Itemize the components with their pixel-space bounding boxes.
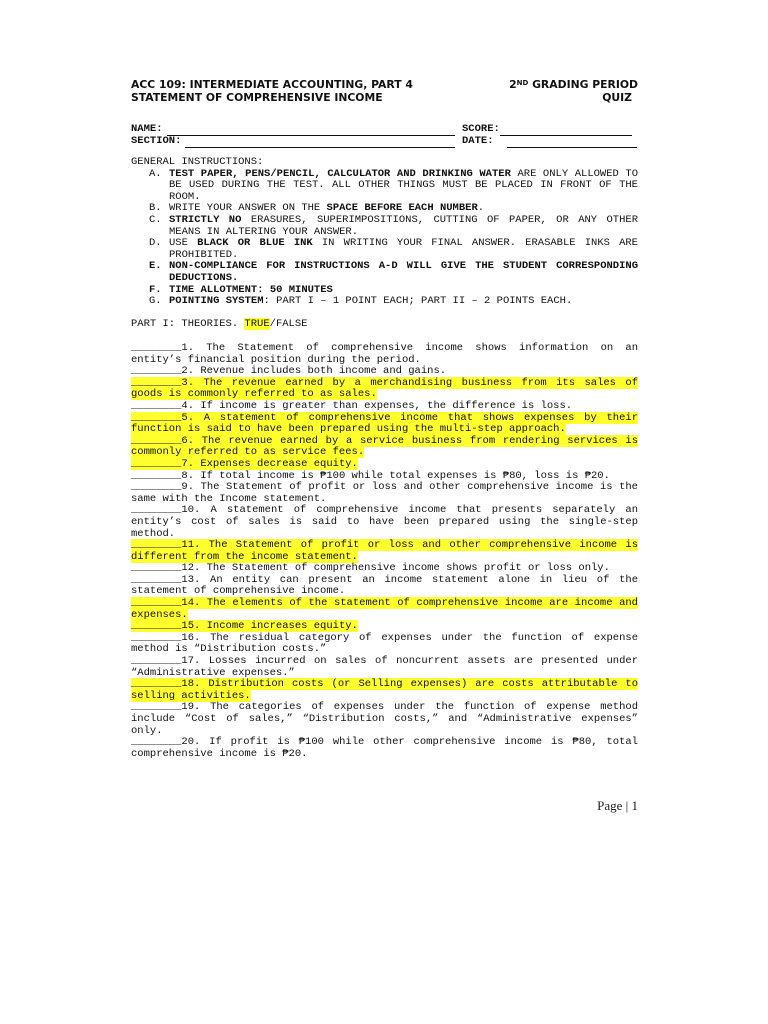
page-number: Page | 1 [597,798,638,813]
answer-blank[interactable]: ________ [131,376,182,389]
question-item [131,436,638,459]
question-item [131,633,638,656]
answer-blank[interactable]: ________ [131,701,182,714]
question-text [131,365,446,377]
question-item [131,598,638,621]
instruction-c: C. STRICTLY NO ERASURES, SUPERIMPOSITIONS, CUTTING OF PAPER, OR ANY OTHER MEANS IN ALTERING YOUR ANSWER. [149,213,639,238]
answer-blank[interactable]: ________ [131,365,182,378]
question-statement: 18. Distribution costs (or Selling expenses) are costs attributable to selling activities. [131,678,638,702]
question-text [131,655,638,679]
instruction-a: A. TEST PAPER, PENS/PENCIL, CALCULATOR AND DRINKING WATER ARE ONLY ALLOWED TO BE USED DURING THE TEST. ALL OTHER THINGS MUST BE PLACED IN FRONT OF THE ROOM. [149,167,638,203]
question-text [131,377,638,401]
question-text [131,701,638,736]
answer-blank[interactable]: ________ [131,655,182,668]
question-statement: 16. The residual category of expenses under the function of expense method is “Distribution costs.” [131,631,638,656]
answer-blank[interactable]: ________ [131,481,182,494]
student-info-fields [131,124,638,148]
answer-blank[interactable]: ________ [131,411,182,424]
instruction-e: E. NON-COMPLIANCE FOR INSTRUCTIONS A-D WILL GIVE THE STUDENT CORRESPONDING DEDUCTIONS. [149,260,638,284]
part1-heading: PART I: THEORIES. TRUE/FALSE [131,318,308,330]
question-statement: 19. The categories of expenses under the function of expense method include “Cost of sales,” “Distribution costs,” and “Administrative expenses” only. [131,701,638,737]
answer-blank[interactable]: ________ [131,620,182,633]
question-text [131,632,638,656]
question-text [131,412,638,436]
question-text [131,620,358,632]
question-item [131,413,638,436]
answer-blank[interactable]: ________ [131,434,182,447]
instruction-d: D. USE BLACK OR BLUE INK IN WRITING YOUR FINAL ANSWER. ERASABLE INKS ARE PROHIBITED. [149,237,638,261]
instructions-title: GENERAL INSTRUCTIONS: [131,156,264,168]
question-item [131,679,638,702]
question-item [131,505,638,540]
question-text [131,504,638,539]
question-statement: 5. A statement of comprehensive income that shows expenses by their function is said to have been prepared using the multi-step approach. [131,411,638,436]
answer-blank[interactable]: ________ [131,562,182,575]
name-label: NAME: [131,123,163,136]
answer-blank[interactable]: ________ [131,504,182,517]
question-text [131,539,638,563]
section-field[interactable] [185,137,455,148]
question-statement: 15. Income increases equity. [181,620,358,633]
section-label: SECTION: [131,135,182,148]
question-statement: 12. The Statement of comprehensive income shows profit or loss only. [181,562,610,575]
true-highlight: TRUE [244,318,270,330]
question-text [131,597,638,621]
question-statement: 14. The elements of the statement of comprehensive income are income and expenses. [131,597,638,621]
answer-blank[interactable]: ________ [131,678,182,691]
question-text [131,678,638,702]
answer-blank[interactable]: ________ [131,597,182,610]
question-item [131,540,638,563]
subject-title: STATEMENT OF COMPREHENSIVE INCOME [131,91,383,104]
question-text [131,562,610,574]
question-list [131,343,638,760]
answer-blank[interactable]: ________ [131,631,182,644]
general-instructions [131,157,638,308]
question-statement: 6. The revenue earned by a service business from rendering services is commonly referred to as service fees. [131,434,638,459]
grading-period: 2ND GRADING PERIOD [509,78,638,91]
date-label: DATE: [462,135,494,148]
question-text [131,470,610,482]
question-text [131,435,638,459]
question-statement: 11. The Statement of profit or loss and other comprehensive income is different from the income statement. [131,539,638,563]
instruction-g: G. POINTING SYSTEM: PART I – 1 POINT EACH; PART II – 2 POINTS EACH. [149,295,573,308]
name-field[interactable] [167,125,455,136]
answer-blank[interactable]: ________ [131,573,182,586]
answer-blank[interactable]: ________ [131,399,182,412]
question-text [131,481,638,505]
question-statement: 4. If income is greater than expenses, the difference is loss. [181,399,573,412]
question-statement: 8. If total income is ₱100 while total expenses is ₱80, loss is ₱20. [181,469,610,482]
question-statement: 10. A statement of comprehensive income that presents separately an entity’s cost of sales is said to have been prepared using the single-step method. [131,504,638,540]
answer-blank[interactable]: ________ [131,539,182,552]
answer-blank[interactable]: ________ [131,736,182,749]
question-item [131,343,638,366]
answer-blank[interactable]: ________ [131,457,182,470]
quiz-label: QUIZ [602,91,632,104]
question-item [131,482,638,505]
instruction-b: B. WRITE YOUR ANSWER ON THE SPACE BEFORE EACH NUMBER. [149,202,485,215]
document-header [131,78,638,104]
question-item [131,737,638,760]
question-statement: 7. Expenses decrease equity. [181,457,358,470]
answer-blank[interactable]: ________ [131,469,182,482]
question-statement: 13. An entity can present an income statement alone in lieu of the statement of comprehensive income. [131,573,638,598]
question-item [131,656,638,679]
question-item [131,575,638,598]
question-item [131,378,638,401]
score-label: SCORE: [462,123,500,136]
answer-blank[interactable]: ________ [131,342,182,354]
question-text [131,342,638,366]
question-statement: 3. The revenue earned by a merchandising business from its sales of goods is commonly referred to as sales. [131,376,638,401]
question-text [131,400,572,412]
instruction-f: F. TIME ALLOTMENT: 50 MINUTES [149,283,333,296]
question-statement: 2. Revenue includes both income and gains. [181,365,447,378]
question-statement: 17. Losses incurred on sales of noncurrent assets are presented under “Administrative expenses.” [131,655,638,679]
question-text [131,736,638,760]
question-statement: 20. If profit is ₱100 while other comprehensive income is ₱80, total comprehensive income is ₱20. [131,736,638,760]
question-text [131,458,358,470]
question-text [131,574,638,598]
question-statement: 1. The Statement of comprehensive income shows information on an entity’s financial position during the period. [131,342,638,366]
date-field[interactable] [507,137,637,148]
course-title: ACC 109: INTERMEDIATE ACCOUNTING, PART 4 [131,78,413,91]
question-item [131,702,638,737]
score-field[interactable] [500,125,632,136]
question-statement: 9. The Statement of profit or loss and other comprehensive income is the same with the Income statement. [131,481,638,505]
